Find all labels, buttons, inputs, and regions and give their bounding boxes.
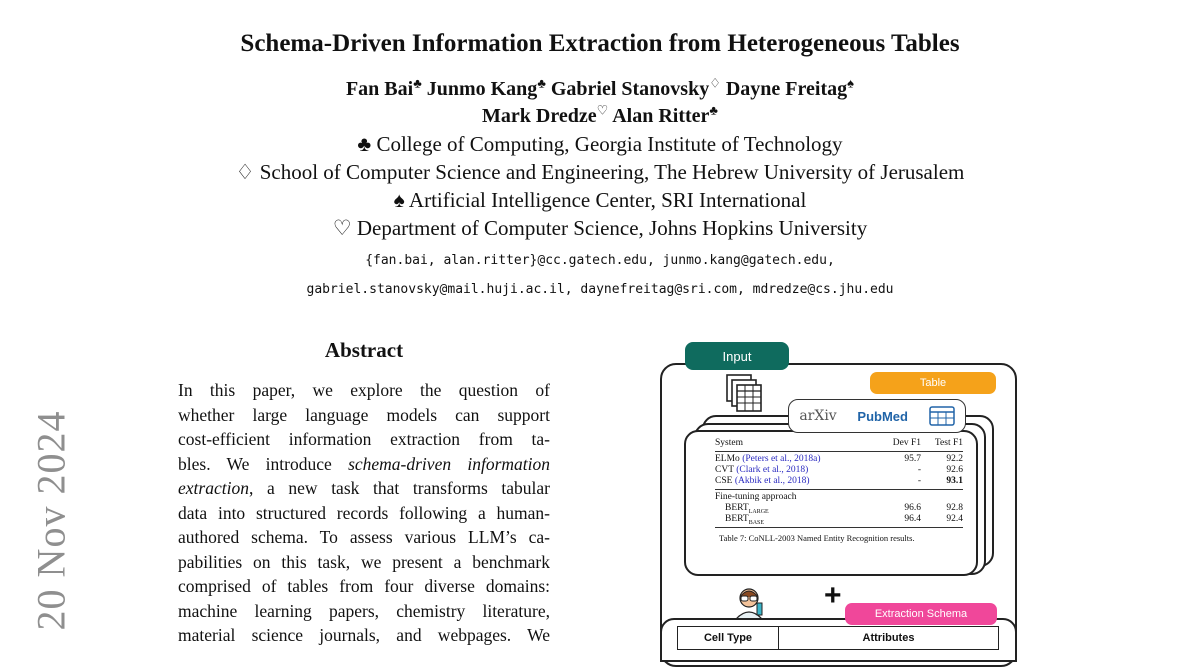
abstract-line: comprised of tables from four diverse domains:	[178, 576, 550, 596]
table-row: $BERT_{BASE}$ 96.4 92.4	[725, 514, 963, 525]
author-name: Dayne Freitag	[725, 77, 848, 100]
schema-col-cell-type: Cell Type	[678, 627, 779, 649]
plus-sign: +	[824, 579, 842, 612]
scientist-icon	[732, 585, 766, 619]
author	[482, 102, 609, 127]
author	[426, 75, 546, 100]
affiliation-georgia-tech: ♣ College of Computing, Georgia Institute of Technology	[357, 132, 843, 156]
table-caption: Table 7: CoNLL-2003 Named Entity Recognition results.	[719, 533, 915, 543]
group-title: Fine-tuning approach	[715, 492, 797, 502]
example-results-table	[715, 438, 963, 544]
abstract-line: material science journals, and webpages. We	[178, 625, 550, 645]
arxiv-logo: arXiv	[799, 408, 837, 424]
affiliation-mark: ♡	[596, 102, 609, 117]
author-name: Fan Bai	[345, 77, 414, 100]
abstract-line: pabilities on this task, we present a benchmark	[178, 551, 550, 572]
arxiv-date-stamp	[14, 400, 88, 640]
affiliation-jhu: ♡ Department of Computer Science, Johns Hopkins University	[332, 216, 868, 240]
abstract-line: bles. We introduce schema-driven information	[178, 453, 551, 474]
schema-col-attributes: Attributes	[862, 632, 915, 644]
author	[550, 75, 721, 100]
affiliation-sri: ♠ Artificial Intelligence Center, SRI International	[393, 188, 807, 212]
web-table-icon	[929, 406, 955, 426]
abstract-line: machine learning papers, chemistry literature,	[178, 600, 550, 621]
abstract-line: In this paper, we explore the question of	[178, 380, 550, 400]
author	[345, 75, 422, 100]
table-row: CVT (Clark et al., 2018) - 92.6	[715, 465, 963, 475]
author	[612, 102, 718, 127]
abstract-line: whether large language models can support	[178, 404, 550, 425]
affiliation-mark: ♢	[709, 75, 721, 90]
abstract-line: data into structured records following a human-	[178, 502, 550, 523]
email-line-1: {fan.bai, alan.ritter}@cc.gatech.edu, junmo.kang@gatech.edu,	[365, 253, 835, 268]
affiliation-mark: ♠	[847, 75, 855, 90]
authors-line-1	[0, 75, 1200, 101]
author-name: Mark Dredze	[482, 104, 597, 127]
author-name: Gabriel Stanovsky	[550, 77, 710, 100]
author-name: Alan Ritter	[612, 104, 710, 127]
abstract-heading: Abstract	[324, 338, 404, 362]
author	[725, 75, 855, 100]
author-name: Junmo Kang	[426, 77, 538, 100]
affiliation-mark: ♣	[413, 75, 422, 90]
abstract-line: extraction, a new task that transforms tabular	[178, 478, 550, 498]
table-row: CSE (Akbik et al., 2018) - 93.1	[715, 476, 963, 486]
affiliation-mark: ♣	[709, 102, 718, 117]
sources-bar	[788, 399, 966, 433]
affiliation-mark: ♣	[537, 75, 546, 90]
table-row: ELMo (Peters et al., 2018a) 95.7 92.2	[715, 454, 963, 464]
abstract-line: authored schema. To assess various LLM’s ca-	[178, 527, 550, 547]
table-header-row: System Dev F1 Test F1	[715, 438, 963, 448]
date-text: 20 Nov 2024	[28, 410, 74, 630]
table-stack-icon	[725, 373, 765, 413]
table-label: Table	[870, 372, 996, 394]
overview-figure	[640, 335, 1040, 648]
pubmed-logo: PubMed	[857, 408, 908, 424]
input-label: Input	[685, 342, 789, 370]
abstract-line: cost-efficient information extraction from ta-	[178, 429, 550, 449]
table-row: $BERT_{LARGE}$ 96.6 92.8	[725, 503, 963, 514]
extraction-schema-label: Extraction Schema	[845, 603, 997, 625]
authors-line-2	[0, 102, 1200, 128]
email-line-2: gabriel.stanovsky@mail.huji.ac.il, daynefreitag@sri.com, mdredze@cs.jhu.edu	[306, 282, 894, 297]
paper-title: Schema-Driven Information Extraction from Heterogeneous Tables	[240, 30, 960, 57]
schema-table-header	[677, 626, 999, 650]
affiliation-hebrew-university: ♢ School of Computer Science and Engineering, The Hebrew University of Jerusalem	[235, 160, 965, 184]
